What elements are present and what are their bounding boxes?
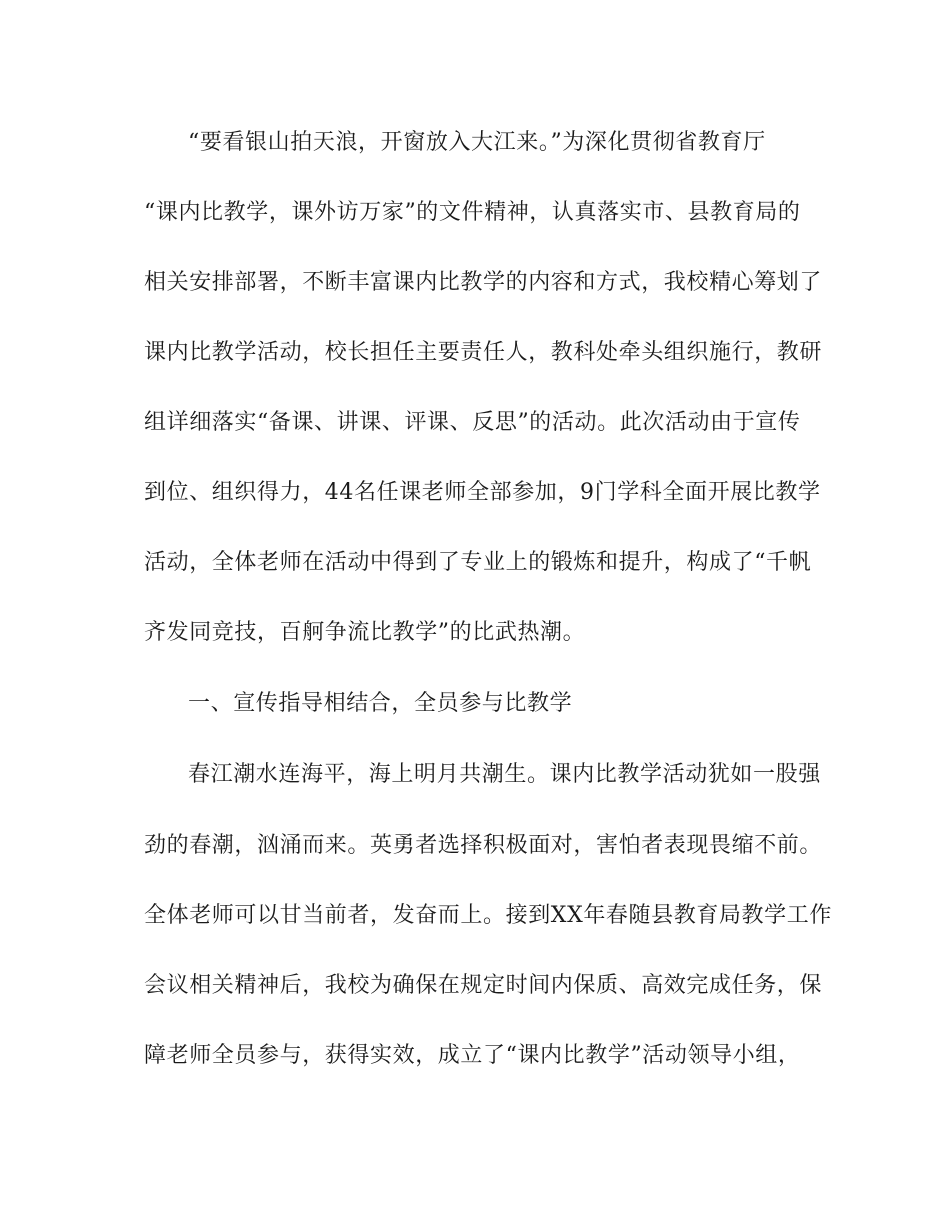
paragraph-1-line-4: 课内比教学活动，校长担任主要责任人，教科处牵头组织施行，教研 bbox=[144, 340, 823, 365]
paragraph-1-line-1: “要看银山拍天浪，开窗放入大江来。”为深化贯彻省教育厅 bbox=[188, 130, 766, 155]
paragraph-2-line-5: 障老师全员参与，获得实效，成立了“课内比教学”活动领导小组， bbox=[144, 1043, 801, 1068]
paragraph-2-line-4: 会议相关精神后，我校为确保在规定时间内保质、高效完成任务，保 bbox=[144, 973, 823, 998]
paragraph-1-line-5: 组详细落实“备课、讲课、评课、反思”的活动。此次活动由于宣传 bbox=[144, 410, 801, 435]
paragraph-1-line-6: 到位、组织得力，44名任课老师全部参加，9门学科全面开展比教学 bbox=[144, 480, 821, 505]
paragraph-1-line-2: “课内比教学，课外访万家”的文件精神，认真落实市、县教育局的 bbox=[144, 200, 801, 225]
paragraph-1-line-3: 相关安排部署，不断丰富课内比教学的内容和方式，我校精心筹划了 bbox=[144, 270, 823, 295]
section-1-heading: 一、宣传指导相结合，全员参与比教学 bbox=[188, 691, 573, 716]
paragraph-2-line-2: 劲的春潮，汹涌而来。英勇者选择积极面对，害怕者表现畏缩不前。 bbox=[144, 833, 823, 858]
paragraph-2-line-3: 全体老师可以甘当前者，发奋而上。接到XX年春随县教育局教学工作 bbox=[144, 903, 832, 928]
paragraph-2-line-1: 春江潮水连海平，海上明月共潮生。课内比教学活动犹如一股强 bbox=[188, 762, 821, 787]
paragraph-1-line-8: 齐发同竞技，百舸争流比教学”的比武热潮。 bbox=[144, 620, 586, 645]
paragraph-1-line-7: 活动，全体老师在活动中得到了专业上的锻炼和提升，构成了“千帆 bbox=[144, 550, 812, 575]
